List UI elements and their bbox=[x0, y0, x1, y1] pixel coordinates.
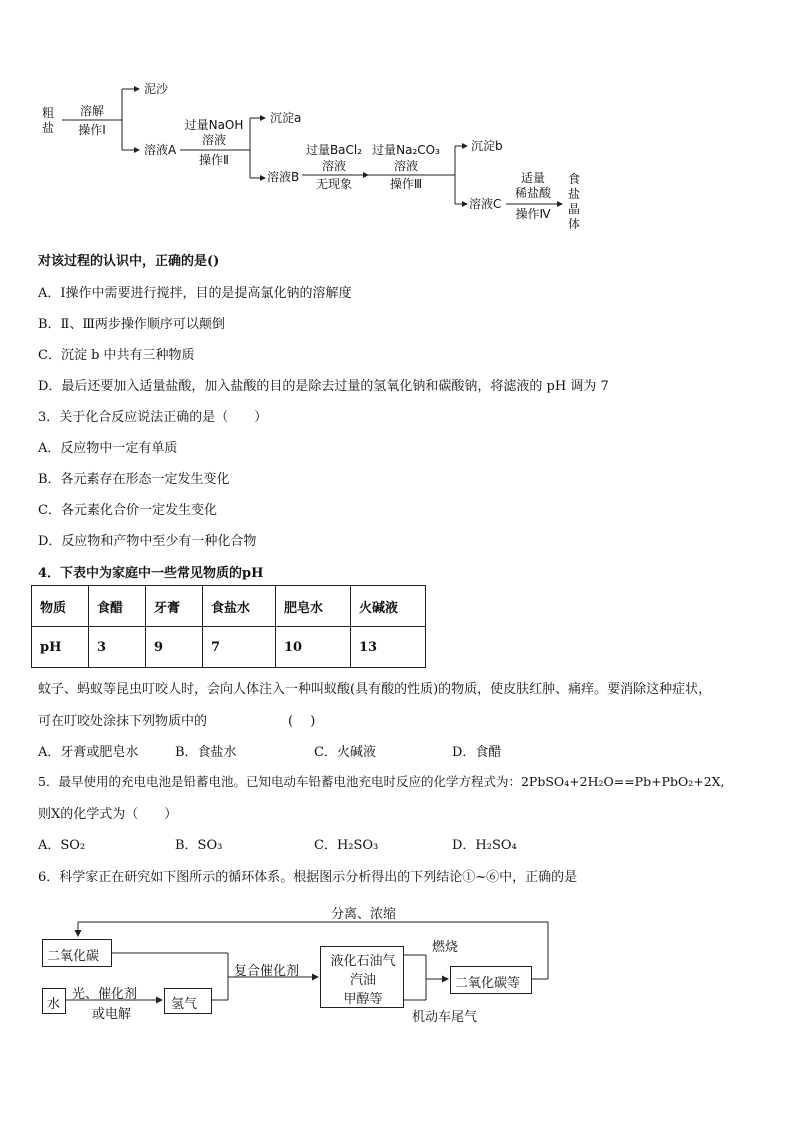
q2-option-b: B．Ⅱ、Ⅲ两步操作顺序可以颠倒 bbox=[38, 317, 225, 332]
gasoline-label: 汽油 bbox=[349, 973, 377, 988]
q2-option-a: A．Ⅰ操作中需要进行搅拌，目的是提高氯化钠的溶解度 bbox=[38, 286, 352, 301]
q4-option-a: A．牙膏或肥皂水 bbox=[38, 745, 139, 760]
op3-label: 操作Ⅲ bbox=[389, 177, 423, 191]
no-phenomenon-label: 无现象 bbox=[315, 177, 353, 191]
table-cell: 物质 bbox=[32, 586, 89, 627]
table-cell: 肥皂水 bbox=[276, 586, 351, 627]
water-label: 水 bbox=[47, 997, 61, 1012]
q5-option-a: A．SO₂ bbox=[38, 838, 86, 853]
light-catalyst-label: 光、催化剂 bbox=[72, 987, 138, 1002]
na2co3-label: 过量Na₂CO₃ bbox=[372, 143, 440, 157]
separate-concentrate-label: 分离、浓缩 bbox=[331, 907, 397, 922]
lpg-label: 液化石油气 bbox=[330, 954, 396, 969]
q5-option-d: D．H₂SO₄ bbox=[452, 838, 517, 853]
solution-a-label: 溶液A bbox=[144, 143, 177, 157]
na2co3-solution-label: 溶液 bbox=[393, 159, 419, 173]
q5-stem-line2: 则X的化学式为（ ） bbox=[38, 807, 178, 822]
co2-box bbox=[42, 939, 112, 967]
precip-a-label: 沉淀a bbox=[270, 111, 302, 125]
hcl-label: 稀盐酸 bbox=[514, 186, 552, 200]
op2-label: 操作Ⅱ bbox=[199, 153, 229, 167]
q4-text-line1: 蚊子、蚂蚁等昆虫叮咬人时，会向人体注入一种叫蚁酸(具有酸的性质)的物质，使皮肤红肿、痛痒。要消除这种症状， bbox=[38, 682, 712, 697]
hydrogen-box bbox=[164, 988, 212, 1014]
solution-c-label: 溶液C bbox=[469, 197, 502, 211]
naoh-solution-label: 溶液 bbox=[201, 133, 227, 147]
table-cell: 9 bbox=[146, 627, 203, 668]
crude-salt-label: 粗盐 bbox=[41, 106, 54, 135]
q6-stem: 6．科学家正在研究如下图所示的循环体系。根据图示分析得出的下列结论①~⑥中，正确的是 bbox=[38, 870, 578, 885]
co2-etc-box bbox=[450, 966, 532, 994]
sand-label: 泥沙 bbox=[144, 82, 169, 96]
co2-etc-label: 二氧化碳等 bbox=[455, 976, 521, 991]
table-cell: 火碱液 bbox=[351, 586, 426, 627]
q4-answer-blank: ( ) bbox=[288, 714, 316, 729]
op1-label: 操作Ⅰ bbox=[78, 123, 106, 137]
q3-option-d: D．反应物和产物中至少有一种化合物 bbox=[38, 534, 257, 549]
q3-option-b: B．各元素存在形态一定发生变化 bbox=[38, 472, 230, 487]
q3-option-a: A．反应物中一定有单质 bbox=[38, 441, 178, 456]
precip-b-label: 沉淀b bbox=[471, 139, 503, 153]
q4-option-c: C．火碱液 bbox=[314, 745, 376, 760]
composite-catalyst-label: 复合催化剂 bbox=[234, 964, 300, 979]
solution-b-label: 溶液B bbox=[267, 170, 300, 184]
hcl-amount-label: 适量 bbox=[520, 171, 546, 185]
table-cell: 7 bbox=[203, 627, 276, 668]
q2-stem: 对该过程的认识中，正确的是() bbox=[38, 254, 220, 269]
table-cell: pH bbox=[32, 627, 89, 668]
q3-stem: 3．关于化合反应说法正确的是（ ） bbox=[38, 410, 268, 425]
q4-text-line2: 可在叮咬处涂抹下列物质中的 bbox=[38, 714, 208, 729]
hydrogen-label: 氢气 bbox=[171, 997, 198, 1012]
methanol-label: 甲醇等 bbox=[343, 992, 383, 1007]
q4-option-b: B．食盐水 bbox=[175, 745, 237, 760]
combustion-label: 燃烧 bbox=[432, 940, 459, 955]
q5-option-b: B．SO₃ bbox=[175, 838, 223, 853]
or-electrolysis-label: 或电解 bbox=[92, 1007, 132, 1022]
table-cell: 3 bbox=[89, 627, 146, 668]
q5-stem-line1: 5．最早使用的充电电池是铅蓄电池。已知电动车铅蓄电池充电时反应的化学方程式为：2PbSO₄+2H₂O==Pb+PbO₂+2X, bbox=[38, 774, 725, 789]
salt-crystal-label: 食盐晶体 bbox=[567, 172, 580, 231]
naoh-label: 过量NaOH bbox=[184, 118, 244, 132]
q5-option-c: C．H₂SO₃ bbox=[314, 838, 379, 853]
table-cell: 10 bbox=[276, 627, 351, 668]
q4-option-d: D．食醋 bbox=[452, 745, 502, 760]
op4-label: 操作Ⅳ bbox=[515, 207, 551, 221]
bacl2-solution-label: 溶液 bbox=[321, 159, 347, 173]
bacl2-label: 过量BaCl₂ bbox=[305, 143, 363, 157]
q4-stem: 4．下表中为家庭中一些常见物质的pH bbox=[38, 566, 264, 581]
table-cell: 食醋 bbox=[89, 586, 146, 627]
q3-option-c: C．各元素化合价一定发生变化 bbox=[38, 503, 217, 518]
table-cell: 牙膏 bbox=[146, 586, 203, 627]
co2-label: 二氧化碳 bbox=[47, 949, 100, 964]
dissolve-label: 溶解 bbox=[79, 104, 105, 118]
exhaust-label: 机动车尾气 bbox=[412, 1010, 478, 1025]
products-box bbox=[320, 946, 404, 1008]
water-box bbox=[42, 988, 66, 1014]
table-cell: 食盐水 bbox=[203, 586, 276, 627]
q2-option-c: C．沉淀 b 中共有三种物质 bbox=[38, 348, 195, 363]
table-cell: 13 bbox=[351, 627, 426, 668]
q2-option-d: D．最后还要加入适量盐酸，加入盐酸的目的是除去过量的氢氧化钠和碳酸钠，将滤液的 pH 调为 7 bbox=[38, 379, 609, 394]
